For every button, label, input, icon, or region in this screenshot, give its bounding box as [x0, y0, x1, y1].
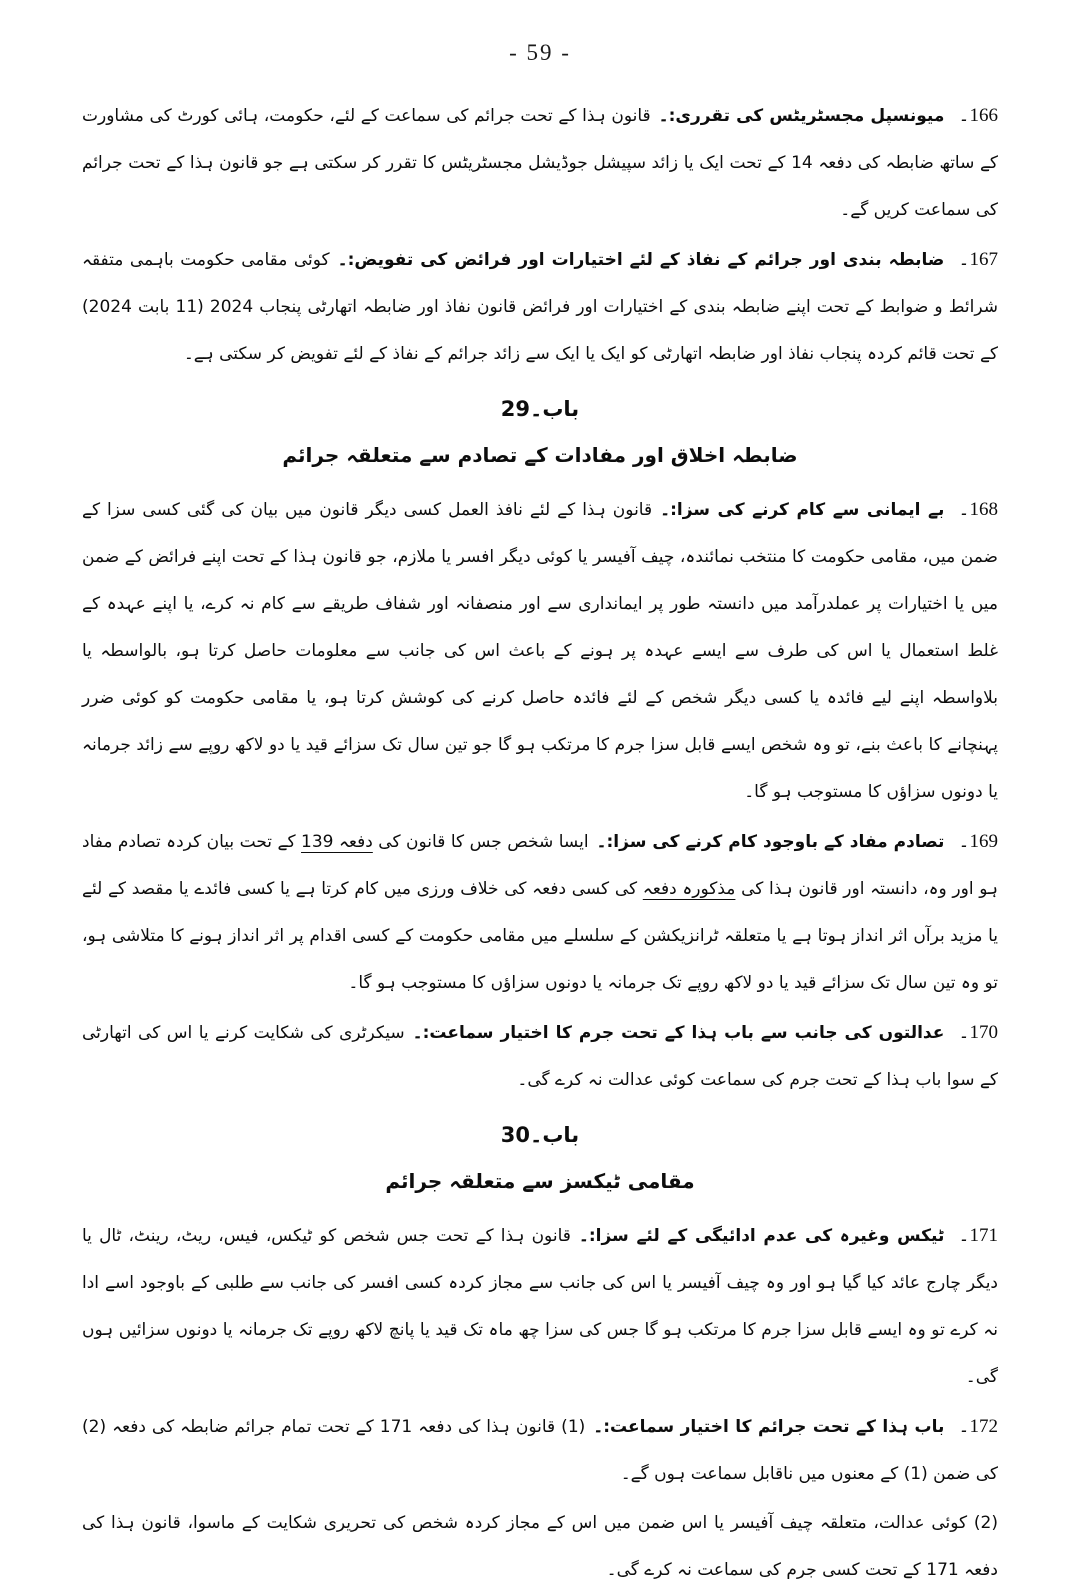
section-169-ref-said-section: مذکورہ دفعہ — [642, 879, 736, 899]
section-167-heading: ضابطہ بندی اور جرائم کے نفاذ کے لئے اختیارات اور فرائض کی تفویض:۔ — [337, 250, 945, 270]
section-167 — [82, 236, 998, 378]
section-172-heading: باب ہذا کے تحت جرائم کا اختیار سماعت:۔ — [593, 1417, 945, 1437]
section-166-text: قانون ہذا کے تحت جرائم کی سماعت کے لئے، حکومت، ہائی کورٹ کی مشاورت کے ساتھ ضابطہ کی دفعہ 14 کے تحت ایک یا زائد سپیشل جوڈیشل مجسٹریٹس کا تقرر کر سکتی ہے جو قانون ہذا کے تحت جرائم کی سماعت کریں گے۔ — [82, 106, 998, 220]
section-168-text: قانون ہذا کے لئے نافذ العمل کسی دیگر قانون میں بیان کی گئی کسی سزا کے ضمن میں، مقامی حکومت کا منتخب نمائندہ، چیف آفیسر یا کوئی دیگر افسر یا ملازم، جو قانون ہذا کے تحت اپنے فرائض کے ضمن میں یا اختیارات پر عملدرآمد میں دانستہ طور پر ایمانداری سے اور منصفانہ اور شفاف طریقے سے کام نہ کرے، یا اپنے عہدہ کے غلط استعمال یا اس کی طرف سے ایسے عہدہ پر ہونے کے باعث اس کی جانب سے معلومات حاصل کرتا ہو، بالواسطہ یا بلاواسطہ اپنے لیے فائدہ یا کسی دیگر شخص کے لئے فائدہ حاصل کرنے کی کوشش کرتا ہو، یا مقامی حکومت کو کوئی ضرر پہنچانے کا باعث بنے، تو وہ شخص ایسے قابل سزا جرم کا مرتکب ہو گا جو تین سال تک سزائے قید یا دو لاکھ روپے سے زائد جرمانہ یا دونوں سزاؤں کا مستوجب ہو گا۔ — [82, 500, 998, 802]
document-body — [82, 92, 998, 1594]
section-169-text-a: ایسا شخص جس کا قانون کی — [372, 832, 589, 852]
section-167-number: 167۔ — [958, 249, 998, 270]
section-166-number: 166۔ — [958, 105, 998, 126]
section-171 — [82, 1212, 998, 1401]
chapter-29-title: باب۔29 — [500, 397, 580, 421]
section-171-number: 171۔ — [958, 1225, 998, 1246]
page-number: - 59 - — [509, 40, 571, 65]
chapter-30-title: باب۔30 — [500, 1123, 580, 1147]
section-172-number: 172۔ — [958, 1416, 998, 1437]
section-170-text: سیکرٹری کی شکایت کرنے یا اس کی اتھارٹی کے سوا باب ہذا کے تحت جرم کی سماعت کوئی عدالت نہ کرے گی۔ — [82, 1023, 998, 1090]
section-169 — [82, 818, 998, 1007]
chapter-29-subtitle: ضابطہ اخلاق اور مفادات کے تصادم سے متعلقہ جرائم — [282, 443, 798, 467]
section-172-subsection-1: (1) قانون ہذا کی دفعہ 171 کے تحت تمام جرائم ضابطہ کی دفعہ (2) کی ضمن (1) کے معنوں میں ناقابل سماعت ہوں گے۔ — [82, 1417, 998, 1484]
section-168-heading: بے ایمانی سے کام کرنے کی سزا:۔ — [660, 500, 945, 520]
section-166-heading: میونسپل مجسٹریٹس کی تقرری:۔ — [658, 106, 945, 126]
section-169-text-b: کے تحت بیان کردہ تصادم مفاد ہو اور وہ، دانستہ اور قانون ہذا کی — [82, 832, 999, 899]
section-171-text: قانون ہذا کے تحت جس شخص کو ٹیکس، فیس، ریٹ، رینٹ، ٹال یا دیگر چارج عائد کیا گیا ہو اور وہ چیف آفیسر یا اس کی جانب سے مجاز کردہ کسی افسر کی جانب سے طلبی کے باوجود اسے ادا نہ کرے تو وہ ایسے قابل سزا جرم کا مرتکب ہو گا جس کی سزا چھ ماہ تک قید یا پانچ لاکھ روپے تک جرمانہ یا دونوں سزائیں ہوں گی۔ — [82, 1226, 998, 1387]
chapter-30-subtitle: مقامی ٹیکسز سے متعلقہ جرائم — [385, 1169, 695, 1193]
section-168 — [82, 486, 998, 816]
section-169-ref-139: دفعہ 139 — [301, 832, 373, 852]
section-167-text: کوئی مقامی حکومت باہمی متفقہ شرائط و ضوابط کے تحت اپنے ضابطہ بندی کے اختیارات اور فرائض قانون نفاذ اور ضابطہ اتھارٹی پنجاب 2024 (11 بابت 2024) کے تحت قائم کردہ پنجاب نفاذ اور ضابطہ اتھارٹی کو ایک یا ایک سے زائد جرائم کے نفاذ کے لئے تفویض کر سکتی ہے۔ — [82, 250, 998, 364]
section-170-heading: عدالتوں کی جانب سے باب ہذا کے تحت جرم کا اختیار سماعت:۔ — [412, 1023, 945, 1043]
section-169-number: 169۔ — [958, 831, 998, 852]
section-170 — [82, 1009, 998, 1104]
section-170-number: 170۔ — [958, 1022, 998, 1043]
section-171-heading: ٹیکس وغیرہ کی عدم ادائیگی کے لئے سزا:۔ — [578, 1226, 945, 1246]
section-166 — [82, 92, 998, 234]
section-172 — [82, 1403, 998, 1498]
section-169-text-c: کی کسی دفعہ کی خلاف ورزی میں کام کرتا ہے یا کسی فائدے یا مقصد کے لئے یا مزید برآں اثر انداز ہوتا ہے یا متعلقہ ٹرانزیکشن کے سلسلے میں مقامی حکومت کے کسی اقدام پر اثر انداز ہونے کا متلاشی ہو، تو وہ تین سال تک سزائے قید یا دو لاکھ روپے تک جرمانہ یا دونوں سزاؤں کا مستوجب ہو گا۔ — [82, 879, 998, 993]
section-172-subsection-2: (2) کوئی عدالت، متعلقہ چیف آفیسر یا اس ضمن میں اس کے مجاز کردہ شخص کی تحریری شکایت کے ماسوا، قانون ہذا کی دفعہ 171 کے تحت کسی جرم کی سماعت نہ کرے گی۔ — [82, 1513, 998, 1580]
section-168-number: 168۔ — [958, 499, 998, 520]
section-169-heading: تصادم مفاد کے باوجود کام کرنے کی سزا:۔ — [596, 832, 945, 852]
